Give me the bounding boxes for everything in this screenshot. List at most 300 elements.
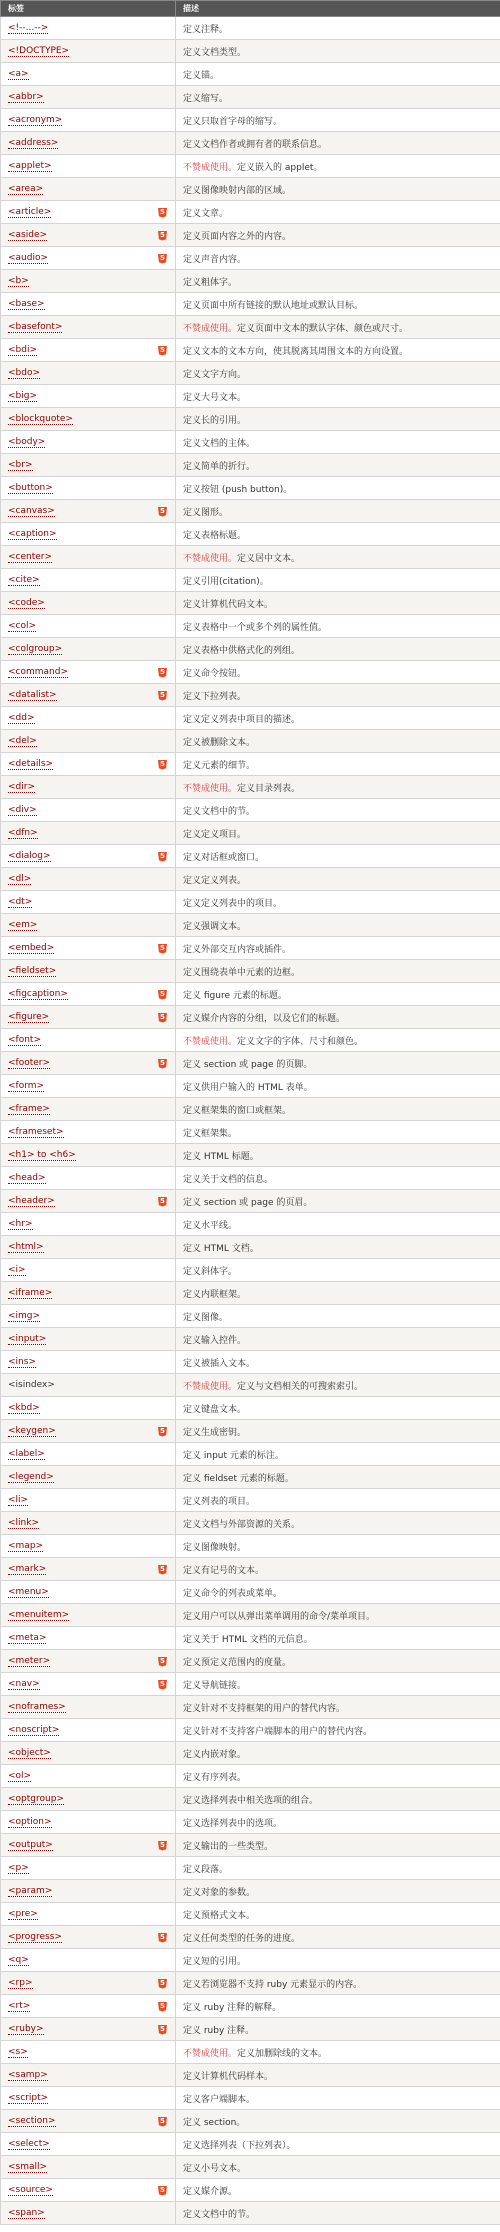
- tag-link[interactable]: <datalist>: [8, 689, 57, 700]
- tag-link[interactable]: <base>: [8, 299, 45, 309]
- tag-link[interactable]: <section>: [8, 2115, 56, 2126]
- tag-link[interactable]: <details>: [8, 758, 54, 769]
- description-cell: [176, 339, 500, 362]
- tag-cell: [1, 2087, 176, 2110]
- tag-link[interactable]: <div>: [8, 805, 37, 815]
- tag-link[interactable]: <blockquote>: [8, 414, 73, 424]
- tag-link[interactable]: <meter>: [8, 1655, 51, 1666]
- table-row: [1, 1949, 500, 1972]
- tag-cell: [1, 1742, 176, 1765]
- tag-link[interactable]: <optgroup>: [8, 1794, 64, 1804]
- description-text: 定义输出的一些类型。: [183, 1841, 274, 1852]
- deprecated-label: 不赞成使用。: [183, 162, 238, 173]
- tag-cell: [1, 684, 176, 707]
- tag-cell: [1, 1512, 176, 1535]
- tag-link[interactable]: <mark>: [8, 1563, 47, 1574]
- table-row: [1, 1719, 500, 1742]
- tag-link[interactable]: <fieldset>: [8, 966, 57, 976]
- tag-link[interactable]: <abbr>: [8, 92, 44, 102]
- tag-link[interactable]: <progress>: [8, 1931, 62, 1942]
- description-cell: [176, 638, 500, 661]
- description-text: 定义按钮 (push button)。: [183, 484, 293, 495]
- tag-cell: [1, 1581, 176, 1604]
- description-cell: [176, 707, 500, 730]
- tag-link[interactable]: <aside>: [8, 229, 48, 240]
- tag-cell: [1, 201, 176, 224]
- tag-cell: [1, 339, 176, 362]
- description-text: 定义定义项目。: [183, 829, 247, 840]
- description-text: 定义段落。: [183, 1864, 229, 1875]
- description-cell: [176, 1190, 500, 1213]
- tag-cell: [1, 891, 176, 914]
- description-cell: [176, 40, 500, 63]
- tag-cell: [1, 1466, 176, 1489]
- html5-icon: [158, 1565, 167, 1575]
- tag-link[interactable]: <ol>: [8, 1771, 32, 1781]
- tag-link[interactable]: <address>: [8, 138, 59, 148]
- description-text: 定义文字的字体、尺寸和颜色。: [237, 1036, 364, 1047]
- tag-link[interactable]: <iframe>: [8, 1288, 53, 1298]
- tag-link[interactable]: <img>: [8, 1311, 41, 1321]
- tag-link[interactable]: <cite>: [8, 575, 40, 585]
- tag-link[interactable]: <applet>: [8, 161, 52, 171]
- tag-link[interactable]: <center>: [8, 552, 53, 562]
- description-cell: [176, 477, 500, 500]
- tag-cell: [1, 1006, 176, 1029]
- table-row: [1, 1259, 500, 1282]
- description-text: 定义表格中供格式化的列组。: [183, 645, 301, 656]
- tag-link[interactable]: <command>: [8, 666, 69, 677]
- tag-link[interactable]: <p>: [8, 1863, 29, 1873]
- description-text: 定义预定义范围内的度量。: [183, 1657, 292, 1668]
- table-row: [1, 615, 500, 638]
- tag-link[interactable]: <rt>: [8, 2000, 31, 2011]
- html5-icon: [158, 254, 167, 264]
- tag-link[interactable]: <frameset>: [8, 1127, 64, 1137]
- description-text: 定义长的引用。: [183, 415, 247, 426]
- html5-icon: [158, 1680, 167, 1690]
- tag-link[interactable]: <noscript>: [8, 1725, 60, 1735]
- description-cell: [176, 1351, 500, 1374]
- table-row: [1, 1535, 500, 1558]
- tag-link[interactable]: <param>: [8, 1886, 53, 1896]
- tag-link[interactable]: <article>: [8, 206, 52, 217]
- description-text: 定义定义列表。: [183, 875, 247, 886]
- tag-cell: [1, 523, 176, 546]
- table-row: [1, 1650, 500, 1673]
- table-row: [1, 132, 500, 155]
- description-cell: [176, 454, 500, 477]
- description-cell: [176, 776, 500, 799]
- tag-link[interactable]: <embed>: [8, 942, 55, 953]
- tag-cell: [1, 2133, 176, 2156]
- tag-link[interactable]: <hr>: [8, 1219, 33, 1229]
- deprecated-label: 不赞成使用。: [183, 783, 238, 794]
- table-row: [1, 1673, 500, 1696]
- tag-link[interactable]: <legend>: [8, 1472, 54, 1482]
- tag-cell: [1, 1972, 176, 1995]
- tag-link[interactable]: <area>: [8, 184, 44, 194]
- description-cell: [176, 1604, 500, 1627]
- tag-link[interactable]: <span>: [8, 2208, 45, 2218]
- table-row: [1, 109, 500, 132]
- tag-link[interactable]: <figcaption>: [8, 988, 68, 999]
- description-text: 定义任何类型的任务的进度。: [183, 1933, 301, 1944]
- description-text: 定义 HTML 标题。: [183, 1151, 259, 1162]
- tag-link[interactable]: <rp>: [8, 1977, 33, 1988]
- description-text: 定义图像映射。: [183, 1542, 247, 1553]
- tag-cell: [1, 2202, 176, 2225]
- table-row: [1, 1696, 500, 1719]
- tag-link[interactable]: <ins>: [8, 1357, 36, 1367]
- tag-link[interactable]: <dt>: [8, 897, 33, 907]
- tag-link[interactable]: <menuitem>: [8, 1610, 70, 1620]
- tag-cell: [1, 638, 176, 661]
- tag-cell: [1, 1420, 176, 1443]
- tag-cell: [1, 1282, 176, 1305]
- description-text: 定义外部交互内容或插件。: [183, 944, 292, 955]
- description-cell: [176, 1489, 500, 1512]
- tag-link[interactable]: <option>: [8, 1817, 52, 1827]
- tag-link[interactable]: <dd>: [8, 713, 35, 723]
- description-cell: [176, 615, 500, 638]
- tag-link[interactable]: <samp>: [8, 2070, 48, 2080]
- description-cell: [176, 1397, 500, 1420]
- table-row: [1, 1811, 500, 1834]
- tag-link[interactable]: <audio>: [8, 252, 49, 263]
- tag-link[interactable]: <source>: [8, 2184, 53, 2195]
- tag-link[interactable]: <br>: [8, 460, 33, 470]
- table-row: [1, 983, 500, 1006]
- tag-link[interactable]: <!--...-->: [8, 23, 49, 33]
- html5-icon: [158, 691, 167, 701]
- tag-link[interactable]: <frame>: [8, 1104, 50, 1114]
- table-row: [1, 1029, 500, 1052]
- tag-cell: [1, 1857, 176, 1880]
- description-text: 定义文档中的节。: [183, 2209, 256, 2220]
- description-text: 定义选择列表中相关选项的组合。: [183, 1795, 319, 1806]
- table-row: [1, 1627, 500, 1650]
- tag-link[interactable]: <form>: [8, 1081, 45, 1091]
- tag-cell: [1, 937, 176, 960]
- table-row: [1, 1420, 500, 1443]
- tag-cell: [1, 2018, 176, 2041]
- description-text: 定义文档与外部资源的关系。: [183, 1519, 301, 1530]
- tag-cell: [1, 1236, 176, 1259]
- tag-cell: [1, 1673, 176, 1696]
- table-row: [1, 1581, 500, 1604]
- description-cell: [176, 1949, 500, 1972]
- table-row: [1, 201, 500, 224]
- tag-cell: [1, 799, 176, 822]
- tag-link[interactable]: <select>: [8, 2139, 50, 2149]
- tag-link[interactable]: <a>: [8, 69, 29, 79]
- table-row: [1, 1880, 500, 1903]
- description-text: 定义框架集的窗口或框架。: [183, 1105, 292, 1116]
- tag-link[interactable]: <button>: [8, 483, 53, 493]
- tag-link[interactable]: <col>: [8, 621, 37, 631]
- table-row: [1, 868, 500, 891]
- description-cell: [176, 592, 500, 615]
- description-text: 定义嵌入的 applet。: [237, 162, 323, 173]
- tag-link[interactable]: <html>: [8, 1242, 44, 1252]
- table-row: [1, 822, 500, 845]
- tag-link[interactable]: <output>: [8, 1839, 53, 1850]
- tag-link[interactable]: <dfn>: [8, 828, 38, 838]
- table-row: [1, 1604, 500, 1627]
- tag-link[interactable]: <h1> to <h6>: [8, 1150, 76, 1160]
- html5-icon: [158, 1657, 167, 1667]
- html5-icon: [158, 2117, 167, 2127]
- tag-link[interactable]: <input>: [8, 1334, 47, 1344]
- tag-link[interactable]: <noframes>: [8, 1702, 66, 1712]
- tag-link[interactable]: <head>: [8, 1173, 46, 1183]
- tag-cell: [1, 1604, 176, 1627]
- tag-link[interactable]: <object>: [8, 1748, 51, 1758]
- table-row: [1, 1903, 500, 1926]
- table-row: [1, 500, 500, 523]
- table-row: [1, 1052, 500, 1075]
- description-cell: [176, 224, 500, 247]
- tag-cell: [1, 1029, 176, 1052]
- tag-link[interactable]: <meta>: [8, 1633, 47, 1643]
- table-row: [1, 1075, 500, 1098]
- deprecated-label: 不赞成使用。: [183, 1381, 238, 1392]
- description-text: 定义列表的项目。: [183, 1496, 256, 1507]
- tag-link[interactable]: <em>: [8, 920, 38, 930]
- tag-link[interactable]: <acronym>: [8, 115, 63, 125]
- tag-link[interactable]: <colgroup>: [8, 644, 63, 654]
- tag-link[interactable]: <dialog>: [8, 850, 51, 861]
- description-cell: [176, 1696, 500, 1719]
- tag-link[interactable]: <q>: [8, 1955, 29, 1965]
- description-cell: [176, 2110, 500, 2133]
- tag-link[interactable]: <!DOCTYPE>: [8, 46, 70, 56]
- description-text: 定义文档类型。: [183, 47, 247, 58]
- description-cell: [176, 1144, 500, 1167]
- description-cell: [176, 937, 500, 960]
- tag-link[interactable]: <ruby>: [8, 2023, 44, 2034]
- table-row: [1, 454, 500, 477]
- table-row: [1, 1190, 500, 1213]
- tag-link[interactable]: <script>: [8, 2093, 49, 2103]
- tag-cell: [1, 1903, 176, 1926]
- tag-link[interactable]: <caption>: [8, 529, 57, 539]
- tag-cell: [1, 914, 176, 937]
- description-text: 定义被删除文本。: [183, 737, 256, 748]
- tag-link[interactable]: <map>: [8, 1541, 44, 1551]
- description-cell: [176, 1788, 500, 1811]
- table-row: [1, 1834, 500, 1857]
- description-cell: [176, 1995, 500, 2018]
- description-text: 定义若浏览器不支持 ruby 元素显示的内容。: [183, 1979, 363, 1990]
- tag-cell: [1, 293, 176, 316]
- tag-cell: [1, 707, 176, 730]
- tag-link[interactable]: <menu>: [8, 1587, 49, 1597]
- html5-icon: [158, 944, 167, 954]
- html5-icon: [158, 1841, 167, 1851]
- tag-link[interactable]: <del>: [8, 736, 37, 746]
- description-text: 定义 fieldset 元素的标题。: [183, 1473, 294, 1484]
- tag-cell: [1, 1995, 176, 2018]
- table-row: [1, 638, 500, 661]
- tag-link[interactable]: <li>: [8, 1495, 29, 1505]
- tag-cell: [1, 431, 176, 454]
- description-text: 定义输入控件。: [183, 1335, 247, 1346]
- tag-link[interactable]: <b>: [8, 276, 29, 286]
- description-text: 定义表格中一个或多个列的属性值。: [183, 622, 328, 633]
- table-row: [1, 937, 500, 960]
- description-text: 定义 figure 元素的标题。: [183, 990, 287, 1001]
- tag-link[interactable]: <font>: [8, 1035, 41, 1045]
- description-text: 定义生成密钥。: [183, 1427, 247, 1438]
- table-row: [1, 1213, 500, 1236]
- tag-cell: [1, 155, 176, 178]
- tag-link[interactable]: <label>: [8, 1449, 45, 1459]
- tag-link[interactable]: <bdi>: [8, 344, 38, 355]
- description-text: 定义简单的折行。: [183, 461, 256, 472]
- table-row: [1, 40, 500, 63]
- tag-link[interactable]: <dir>: [8, 782, 35, 792]
- tag-cell: [1, 868, 176, 891]
- table-row: [1, 316, 500, 339]
- description-cell: [176, 730, 500, 753]
- tag-cell: [1, 776, 176, 799]
- tag-cell: [1, 1489, 176, 1512]
- tag-link[interactable]: <body>: [8, 437, 46, 447]
- tag-link[interactable]: <keygen>: [8, 1425, 56, 1436]
- tag-cell: [1, 454, 176, 477]
- table-row: [1, 891, 500, 914]
- description-text: 定义框架集。: [183, 1128, 238, 1139]
- table-row: [1, 1351, 500, 1374]
- table-row: [1, 2202, 500, 2225]
- tag-link[interactable]: <code>: [8, 598, 45, 608]
- description-text: 定义选择列表（下拉列表）。: [183, 2140, 296, 2151]
- description-cell: [176, 2018, 500, 2041]
- tag-cell: [1, 2110, 176, 2133]
- description-cell: [176, 1512, 500, 1535]
- table-row: [1, 592, 500, 615]
- description-cell: [176, 1121, 500, 1144]
- tag-cell: [1, 661, 176, 684]
- html5-icon: [158, 1197, 167, 1207]
- tag-link[interactable]: <big>: [8, 391, 38, 401]
- tag-cell: [1, 224, 176, 247]
- description-text: 定义定义列表中项目的描述。: [183, 714, 301, 725]
- tag-cell: [1, 385, 176, 408]
- description-text: 定义表格标题。: [183, 530, 247, 541]
- tag-link[interactable]: <dl>: [8, 874, 32, 884]
- table-header-row: [1, 1, 500, 17]
- table-row: [1, 799, 500, 822]
- header-tag: 标签: [1, 1, 176, 17]
- tag-cell: [1, 500, 176, 523]
- description-cell: [176, 109, 500, 132]
- tag-cell: [1, 1949, 176, 1972]
- tag-cell: [1, 1374, 176, 1397]
- tag-link[interactable]: <basefont>: [8, 322, 63, 332]
- description-cell: [176, 132, 500, 155]
- description-cell: [176, 1650, 500, 1673]
- tag-link[interactable]: <header>: [8, 1195, 55, 1206]
- tag-link[interactable]: <link>: [8, 1518, 39, 1528]
- tag-link[interactable]: <pre>: [8, 1909, 38, 1919]
- description-cell: [176, 523, 500, 546]
- tag-cell: [1, 1719, 176, 1742]
- description-text: 定义锚。: [183, 70, 220, 81]
- tag-link[interactable]: <canvas>: [8, 505, 55, 516]
- tag-link[interactable]: <nav>: [8, 1678, 40, 1689]
- table-row: [1, 362, 500, 385]
- table-row: [1, 2133, 500, 2156]
- table-row: [1, 1282, 500, 1305]
- html5-icon: [158, 2186, 167, 2196]
- description-text: 定义页面中文本的默认字体、颜色或尺寸。: [237, 323, 409, 334]
- deprecated-label: 不赞成使用。: [183, 1036, 238, 1047]
- description-cell: [176, 1006, 500, 1029]
- description-cell: [176, 1535, 500, 1558]
- description-text: 定义 section 或 page 的页脚。: [183, 1059, 313, 1070]
- description-cell: [176, 431, 500, 454]
- table-row: [1, 753, 500, 776]
- description-cell: [176, 1972, 500, 1995]
- table-row: [1, 914, 500, 937]
- description-text: 定义有序列表。: [183, 1772, 247, 1783]
- tag-cell: [1, 408, 176, 431]
- description-cell: [176, 316, 500, 339]
- table-row: [1, 546, 500, 569]
- deprecated-label: 不赞成使用。: [183, 323, 238, 334]
- description-text: 定义目录列表。: [237, 783, 301, 794]
- tag-cell: [1, 63, 176, 86]
- tag-link[interactable]: <s>: [8, 2047, 28, 2057]
- table-row: [1, 339, 500, 362]
- table-row: [1, 569, 500, 592]
- tag-link[interactable]: <kbd>: [8, 1403, 40, 1413]
- table-row: [1, 2041, 500, 2064]
- table-row: [1, 1397, 500, 1420]
- table-row: [1, 1443, 500, 1466]
- description-cell: [176, 799, 500, 822]
- tag-cell: [1, 1305, 176, 1328]
- table-row: [1, 1098, 500, 1121]
- tag-cell: [1, 1121, 176, 1144]
- description-text: 定义 ruby 注释的解释。: [183, 2002, 282, 2013]
- description-cell: [176, 63, 500, 86]
- description-text: 定义有记号的文本。: [183, 1565, 265, 1576]
- table-row: [1, 707, 500, 730]
- table-row: [1, 1742, 500, 1765]
- tag-cell: [1, 109, 176, 132]
- tag-cell: [1, 569, 176, 592]
- tag-cell: [1, 178, 176, 201]
- tag-link[interactable]: <bdo>: [8, 368, 41, 378]
- description-text: 定义计算机代码样本。: [183, 2071, 274, 2082]
- tag-cell: [1, 1788, 176, 1811]
- tag-link[interactable]: <figure>: [8, 1011, 50, 1022]
- tag-link[interactable]: <i>: [8, 1265, 26, 1275]
- description-text: 定义页面中所有链接的默认地址或默认目标。: [183, 300, 364, 311]
- tag-cell: [1, 730, 176, 753]
- tag-link[interactable]: <small>: [8, 2162, 48, 2172]
- description-text: 定义被插入文本。: [183, 1358, 256, 1369]
- description-cell: [176, 1627, 500, 1650]
- description-text: 定义短的引用。: [183, 1956, 247, 1967]
- description-cell: [176, 1374, 500, 1397]
- tag-link[interactable]: <footer>: [8, 1057, 51, 1068]
- tag-cell: [1, 960, 176, 983]
